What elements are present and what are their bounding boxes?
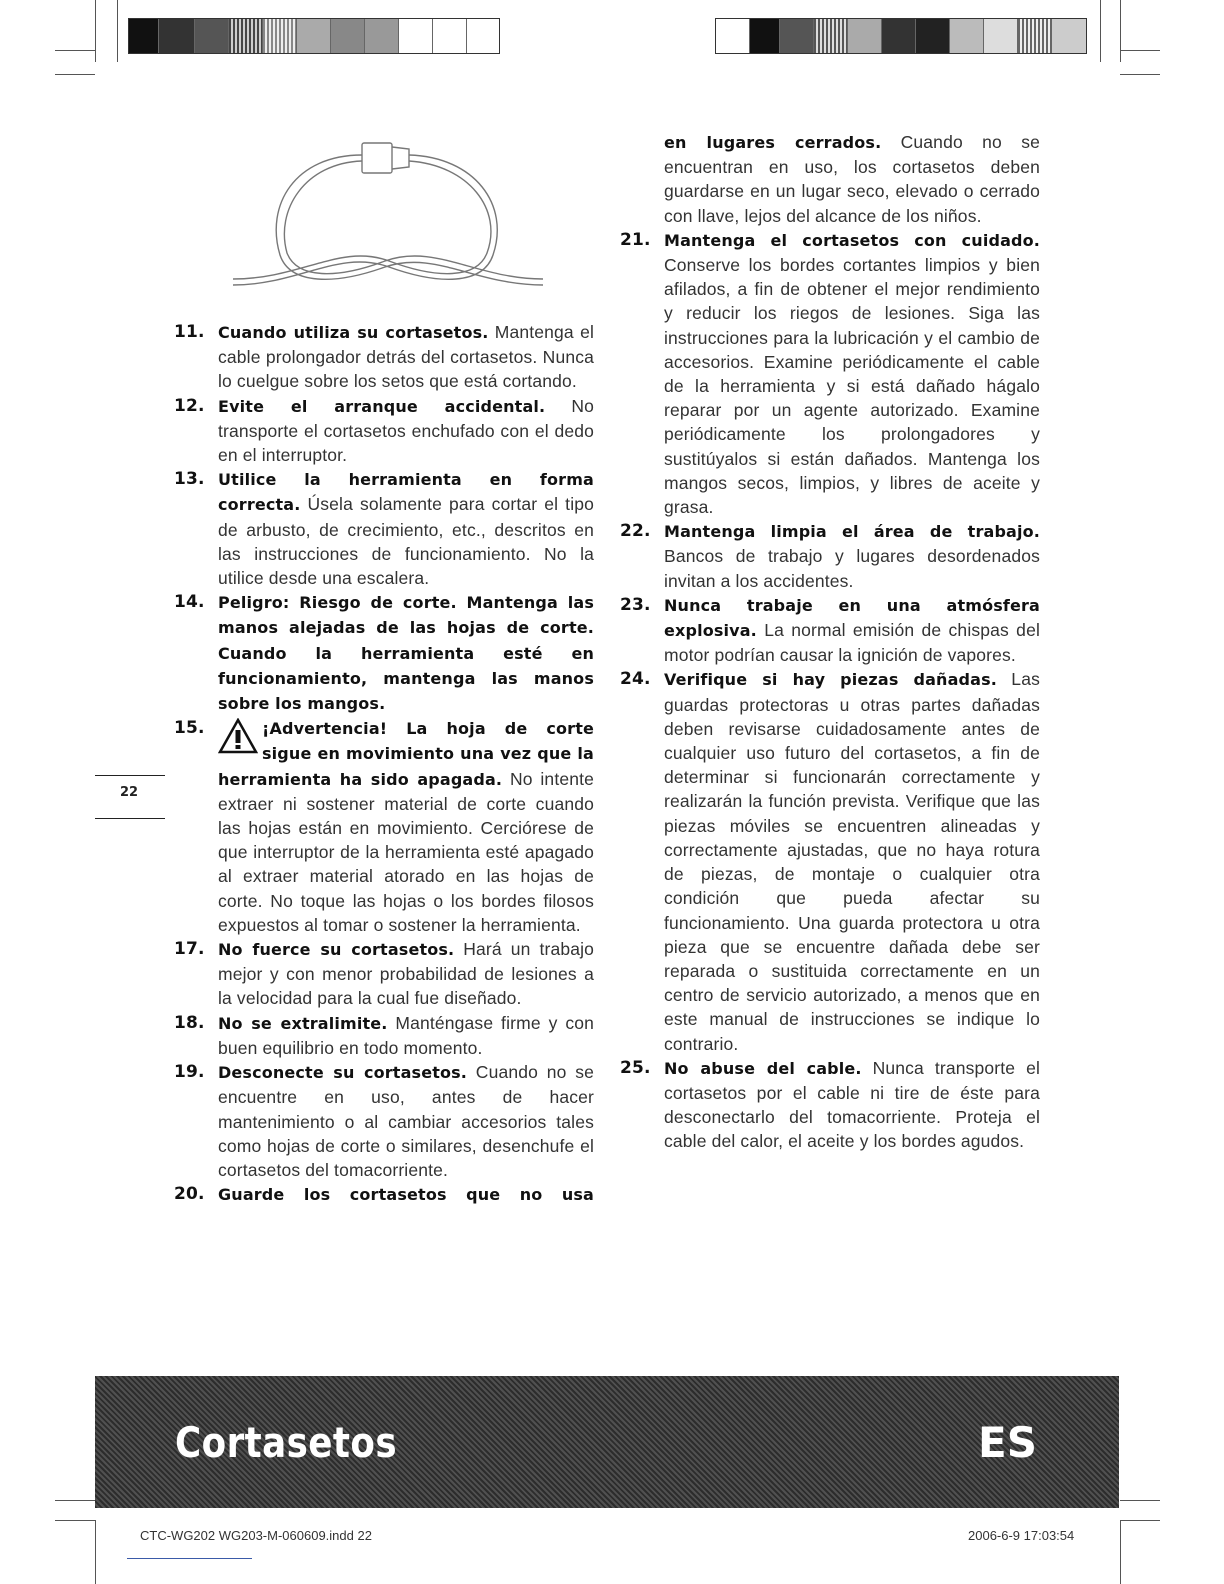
item-number: 14. — [174, 592, 205, 613]
list-item — [620, 228, 1040, 519]
item-heading: No fuerce su cortasetos. — [218, 940, 455, 960]
item-heading: en lugares cerrados. — [664, 133, 882, 152]
item-heading: No abuse del cable. — [664, 1058, 862, 1078]
item-number: 13. — [174, 469, 205, 490]
item-heading: Utilice la herramienta en forma correcta. — [218, 470, 594, 515]
item-body: Nunca transporte el cortasetos por el cable ni tire de éste para desconectarlo del tomacorriente. Proteja el cable del calor, el aceite y los bordes agudos. — [664, 1057, 1040, 1152]
item-number: 18. — [174, 1012, 205, 1033]
extension-cord-knot-icon — [225, 135, 545, 310]
item-body: Las guardas protectoras u otras partes dañadas deben revisarse cuidadosamente antes de cualquier uso futuro del cortasetos, a fin de determinar si funcionarán correctamente y realizarán la función prevista. Verifique que las piezas móviles se encuentren alineadas y correctamente ajustadas, que no haya rotura de piezas, de montaje o cualquier otra condición que pueda afectar su funcionamiento. Una guarda protectora u otra pieza que se encuentre dañada debe ser reparada o sustituida correctamente en un centro de servicio autorizado, a menos que en este manual de instrucciones se indique lo contrario. — [664, 669, 1040, 1054]
item-number: 20. — [174, 1184, 205, 1205]
slug-filename: CTC-WG202 WG203-M-060609.indd 22 — [140, 1528, 372, 1543]
item-body: Cuando no se encuentre en uso, antes de hacer mantenimiento o al cambiar accesorios tales como hojas de corte o similares, desenchufe el cortasetos del tomacorriente. — [218, 1062, 594, 1180]
list-item — [174, 467, 594, 590]
page-number-rule — [95, 818, 165, 819]
item-body: Bancos de trabajo y lugares desordenados invitan a los accidentes. — [664, 546, 1040, 591]
item-number: 21. — [620, 229, 651, 250]
crop-mark — [1120, 1500, 1160, 1501]
item-body: Úsela solamente para cortar el tipo de arbusto, de crecimiento, etc., descritos en las instrucciones de funcionamiento. No la utilice desde una escalera. — [218, 494, 594, 589]
list-item — [174, 937, 594, 1011]
item-body: Mantenga el cable prolongador detrás del cortasetos. Nunca lo cuelgue sobre los setos que está cortando. — [218, 322, 594, 392]
item-number: 24. — [620, 669, 651, 690]
item-number: 17. — [174, 939, 205, 960]
right-column — [620, 130, 1040, 1154]
item-body: No intente extraer ni sostener material de corte cuando las hojas están en movimiento. Cerciórese de que interruptor de la herramienta esté apagado al extraer material atorado en las hojas de corte. No toque las hojas o los bordes filosos expuestos al tomar o sostener la herramienta. — [218, 768, 594, 935]
print-color-bar-right — [715, 18, 1087, 54]
crop-mark — [55, 1520, 95, 1521]
crop-mark — [1120, 74, 1160, 75]
item-heading: Nunca trabaje en una atmósfera explosiva. — [664, 595, 1040, 641]
left-column — [174, 320, 594, 1207]
item-number: 12. — [174, 395, 205, 416]
crop-mark — [1120, 0, 1121, 62]
language-code: ES — [978, 1418, 1037, 1467]
list-item — [174, 590, 594, 716]
list-item — [620, 593, 1040, 668]
footer-band — [95, 1376, 1119, 1508]
crop-mark — [55, 50, 95, 51]
item-body: Hará un trabajo mejor y con menor probabilidad de lesiones a la velocidad para la cual fue diseñado. — [218, 939, 595, 1009]
item-body: La normal emisión de chispas del motor podrían causar la ignición de vapores. — [664, 620, 1040, 666]
item-heading: Mantenga el cortasetos con cuidado. — [664, 230, 1040, 250]
item-heading: ¡Advertencia! La hoja de corte sigue en movimiento una vez que la herramienta ha sido apagada. — [218, 719, 594, 789]
list-item — [174, 320, 594, 394]
crop-mark — [95, 0, 96, 62]
crop-mark — [1120, 1520, 1121, 1584]
item-number: 15. — [174, 718, 205, 739]
crop-mark — [55, 1500, 95, 1501]
slug-underline — [127, 1558, 252, 1559]
item-number: 19. — [174, 1062, 205, 1083]
continuation-text — [620, 130, 1040, 228]
crop-mark — [1120, 50, 1160, 51]
list-item — [174, 1060, 594, 1182]
list-item — [620, 519, 1040, 593]
item-number: 25. — [620, 1057, 651, 1078]
slug-timestamp: 2006-6-9 17:03:54 — [968, 1528, 1075, 1543]
item-number: 22. — [620, 521, 651, 542]
list-item — [620, 1056, 1040, 1154]
item-heading: Verifique si hay piezas dañadas. — [664, 670, 997, 690]
list-item — [620, 667, 1040, 1055]
list-item — [174, 1011, 594, 1060]
list-item — [174, 394, 594, 468]
footer-title: Cortasetos — [175, 1418, 398, 1467]
item-body: Manténgase firme y con buen equilibrio en todo momento. — [218, 1012, 594, 1058]
item-body: No transporte el cortasetos enchufado con el dedo en el interruptor. — [218, 395, 595, 466]
item-heading: Cuando utiliza su cortasetos. — [218, 323, 489, 342]
crop-mark — [117, 0, 118, 62]
item-heading: Peligro: Riesgo de corte. Mantenga las manos alejadas de las hojas de corte. Cuando la herramienta esté en funcionamiento, mantenga las manos sobre los mangos. — [218, 593, 594, 714]
item-heading: Mantenga limpia el área de trabajo. — [664, 522, 1040, 542]
page-number-rule — [95, 775, 165, 776]
crop-mark — [95, 1520, 96, 1584]
item-heading: No se extralimite. — [218, 1013, 388, 1033]
crop-mark — [1120, 1520, 1160, 1521]
item-heading: Desconecte su cortasetos. — [218, 1063, 468, 1083]
item-number: 11. — [174, 322, 205, 342]
list-item — [174, 716, 594, 937]
warning-triangle-icon — [218, 718, 258, 754]
item-number: 23. — [620, 594, 651, 615]
print-color-bar-left — [128, 18, 500, 54]
page-number: 22 — [120, 785, 139, 800]
item-body: Conserve los bordes cortantes limpios y bien afilados, a fin de obtener el mejor rendimiento y reducir los riegos de lesiones. Siga las instrucciones para la lubricación y el cambio de accesorios. Examine periódicamente el cable de la herramienta y si está dañado hágalo reparar por un agente autorizado. Examine periódicamente los prolongadores y sustitúyalos si están dañados. Mantenga los mangos secos, limpios, y libres de aceite y grasa. — [664, 255, 1040, 518]
item-body: Cuando no se encuentran en uso, los cortasetos deben guardarse en un lugar seco, elevado o cerrado con llave, lejos del alcance de los niños. — [664, 132, 1040, 226]
item-heading: Evite el arranque accidental. — [218, 396, 546, 416]
item-heading: Guarde los cortasetos que no usa — [218, 1185, 594, 1205]
crop-mark — [55, 74, 95, 75]
list-item — [174, 1182, 594, 1207]
crop-mark — [1100, 0, 1101, 62]
